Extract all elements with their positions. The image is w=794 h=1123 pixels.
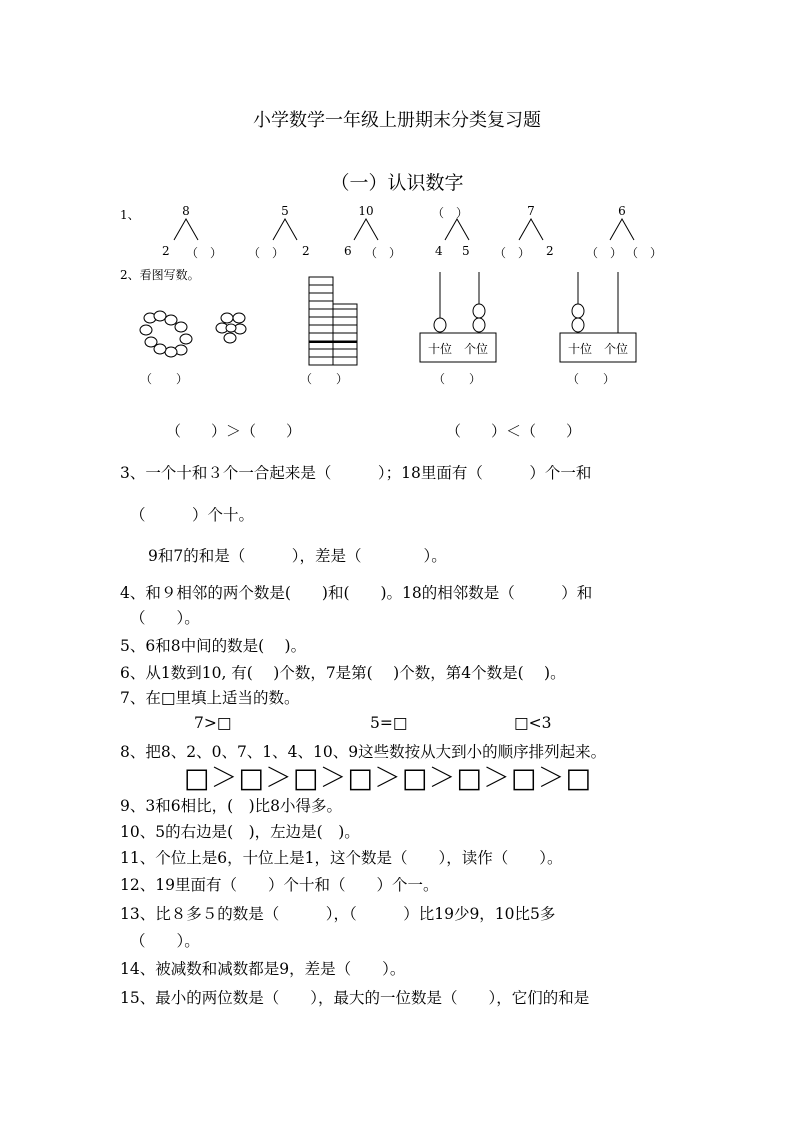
question-6: 6、从1数到10, 有( )个数，7是第( )个数，第4个数是( )。 bbox=[120, 664, 566, 682]
question-8-ordering-boxes[interactable]: □＞□＞□＞□＞□＞□＞□＞□ bbox=[184, 763, 593, 794]
question-9: 9、3和6相比，( )比8小得多。 bbox=[120, 797, 343, 815]
tree-1-top: 8 bbox=[182, 204, 190, 218]
tree-2-top: 5 bbox=[281, 204, 289, 218]
q2-label: 2、看图写数。 bbox=[120, 268, 200, 282]
tree-2-right: 2 bbox=[302, 244, 310, 258]
section-heading: （一）认识数字 bbox=[330, 172, 464, 194]
tree-4-top: （ ） bbox=[432, 206, 469, 220]
tree-1-right: （ ） bbox=[186, 246, 223, 260]
question-10: 10、5的右边是( )，左边是( )。 bbox=[120, 823, 360, 841]
q2-compare-greater[interactable]: （ ）＞（ ） bbox=[166, 422, 302, 440]
q2-compare-less[interactable]: （ ）＜（ ） bbox=[446, 422, 582, 440]
q2-blank-2[interactable]: （ ） bbox=[300, 372, 349, 386]
tree-6-top: 6 bbox=[618, 204, 626, 218]
q2-blank-3[interactable]: （ ） bbox=[433, 372, 482, 386]
question-5: 5、6和8中间的数是( )。 bbox=[120, 637, 307, 655]
tree-6-right: （ ） bbox=[626, 246, 663, 260]
abacus-2-ones-label: 个位 bbox=[604, 342, 629, 356]
q2-blank-4[interactable]: （ ） bbox=[567, 372, 616, 386]
question-7-item-a[interactable]: 7>□ bbox=[194, 714, 232, 732]
tree-5-right: 2 bbox=[546, 244, 554, 258]
circle-group-six bbox=[216, 313, 246, 343]
question-4-line-1: 4、和９相邻的两个数是( )和( )。18的相邻数是（ ）和 bbox=[120, 584, 593, 602]
abacus-1-ones-label: 个位 bbox=[464, 342, 489, 356]
question-12: 12、19里面有（ ）个十和（ ）个一。 bbox=[120, 876, 439, 894]
tree-4-left: 4 bbox=[435, 244, 443, 258]
abacus-2-tens-label: 十位 bbox=[568, 342, 593, 356]
tree-1-left: 2 bbox=[162, 244, 170, 258]
tree-5-left: （ ） bbox=[494, 246, 531, 260]
tree-3-right: （ ） bbox=[365, 246, 402, 260]
question-7-item-c[interactable]: □<3 bbox=[514, 714, 552, 732]
question-13-line-1: 13、比８多５的数是（ ），（ ）比19少9，10比5多 bbox=[120, 905, 556, 923]
circle-group-ten bbox=[140, 311, 192, 357]
question-3-line-1: 3、一个十和３个一合起来是（ ）；18里面有（ ）个一和 bbox=[120, 464, 592, 482]
question-3-line-3: 9和7的和是（ ），差是（ ）。 bbox=[148, 547, 447, 565]
stick-bundles bbox=[309, 277, 357, 365]
question-15: 15、最小的两位数是（ ），最大的一位数是（ ），它们的和是 bbox=[120, 989, 590, 1007]
question-11: 11、个位上是6，十位上是1，这个数是（ ），读作（ ）。 bbox=[120, 849, 563, 867]
question-13-line-2: （ ）。 bbox=[130, 932, 200, 950]
question-7: 7、在□里填上适当的数。 bbox=[120, 689, 300, 707]
tree-5-top: 7 bbox=[527, 204, 535, 218]
tree-3-top: 10 bbox=[358, 204, 374, 218]
tree-4-right: 5 bbox=[462, 244, 470, 258]
question-7-item-b[interactable]: 5=□ bbox=[370, 714, 408, 732]
tree-3-left: 6 bbox=[344, 244, 352, 258]
question-14: 14、被减数和减数都是9，差是（ ）。 bbox=[120, 960, 406, 978]
q1-label: 1、 bbox=[120, 208, 140, 222]
tree-2-left: （ ） bbox=[248, 246, 285, 260]
tree-6-left: （ ） bbox=[586, 246, 623, 260]
abacus-1-tens-label: 十位 bbox=[428, 342, 453, 356]
question-4-line-2: （ ）。 bbox=[130, 609, 200, 627]
question-3-line-2: （ ）个十。 bbox=[130, 506, 255, 524]
page-title: 小学数学一年级上册期末分类复习题 bbox=[253, 110, 541, 131]
q2-blank-1[interactable]: （ ） bbox=[140, 372, 189, 386]
question-8: 8、把8、2、0、7、1、4、10、9这些数按从大到小的顺序排列起来。 bbox=[120, 743, 607, 761]
